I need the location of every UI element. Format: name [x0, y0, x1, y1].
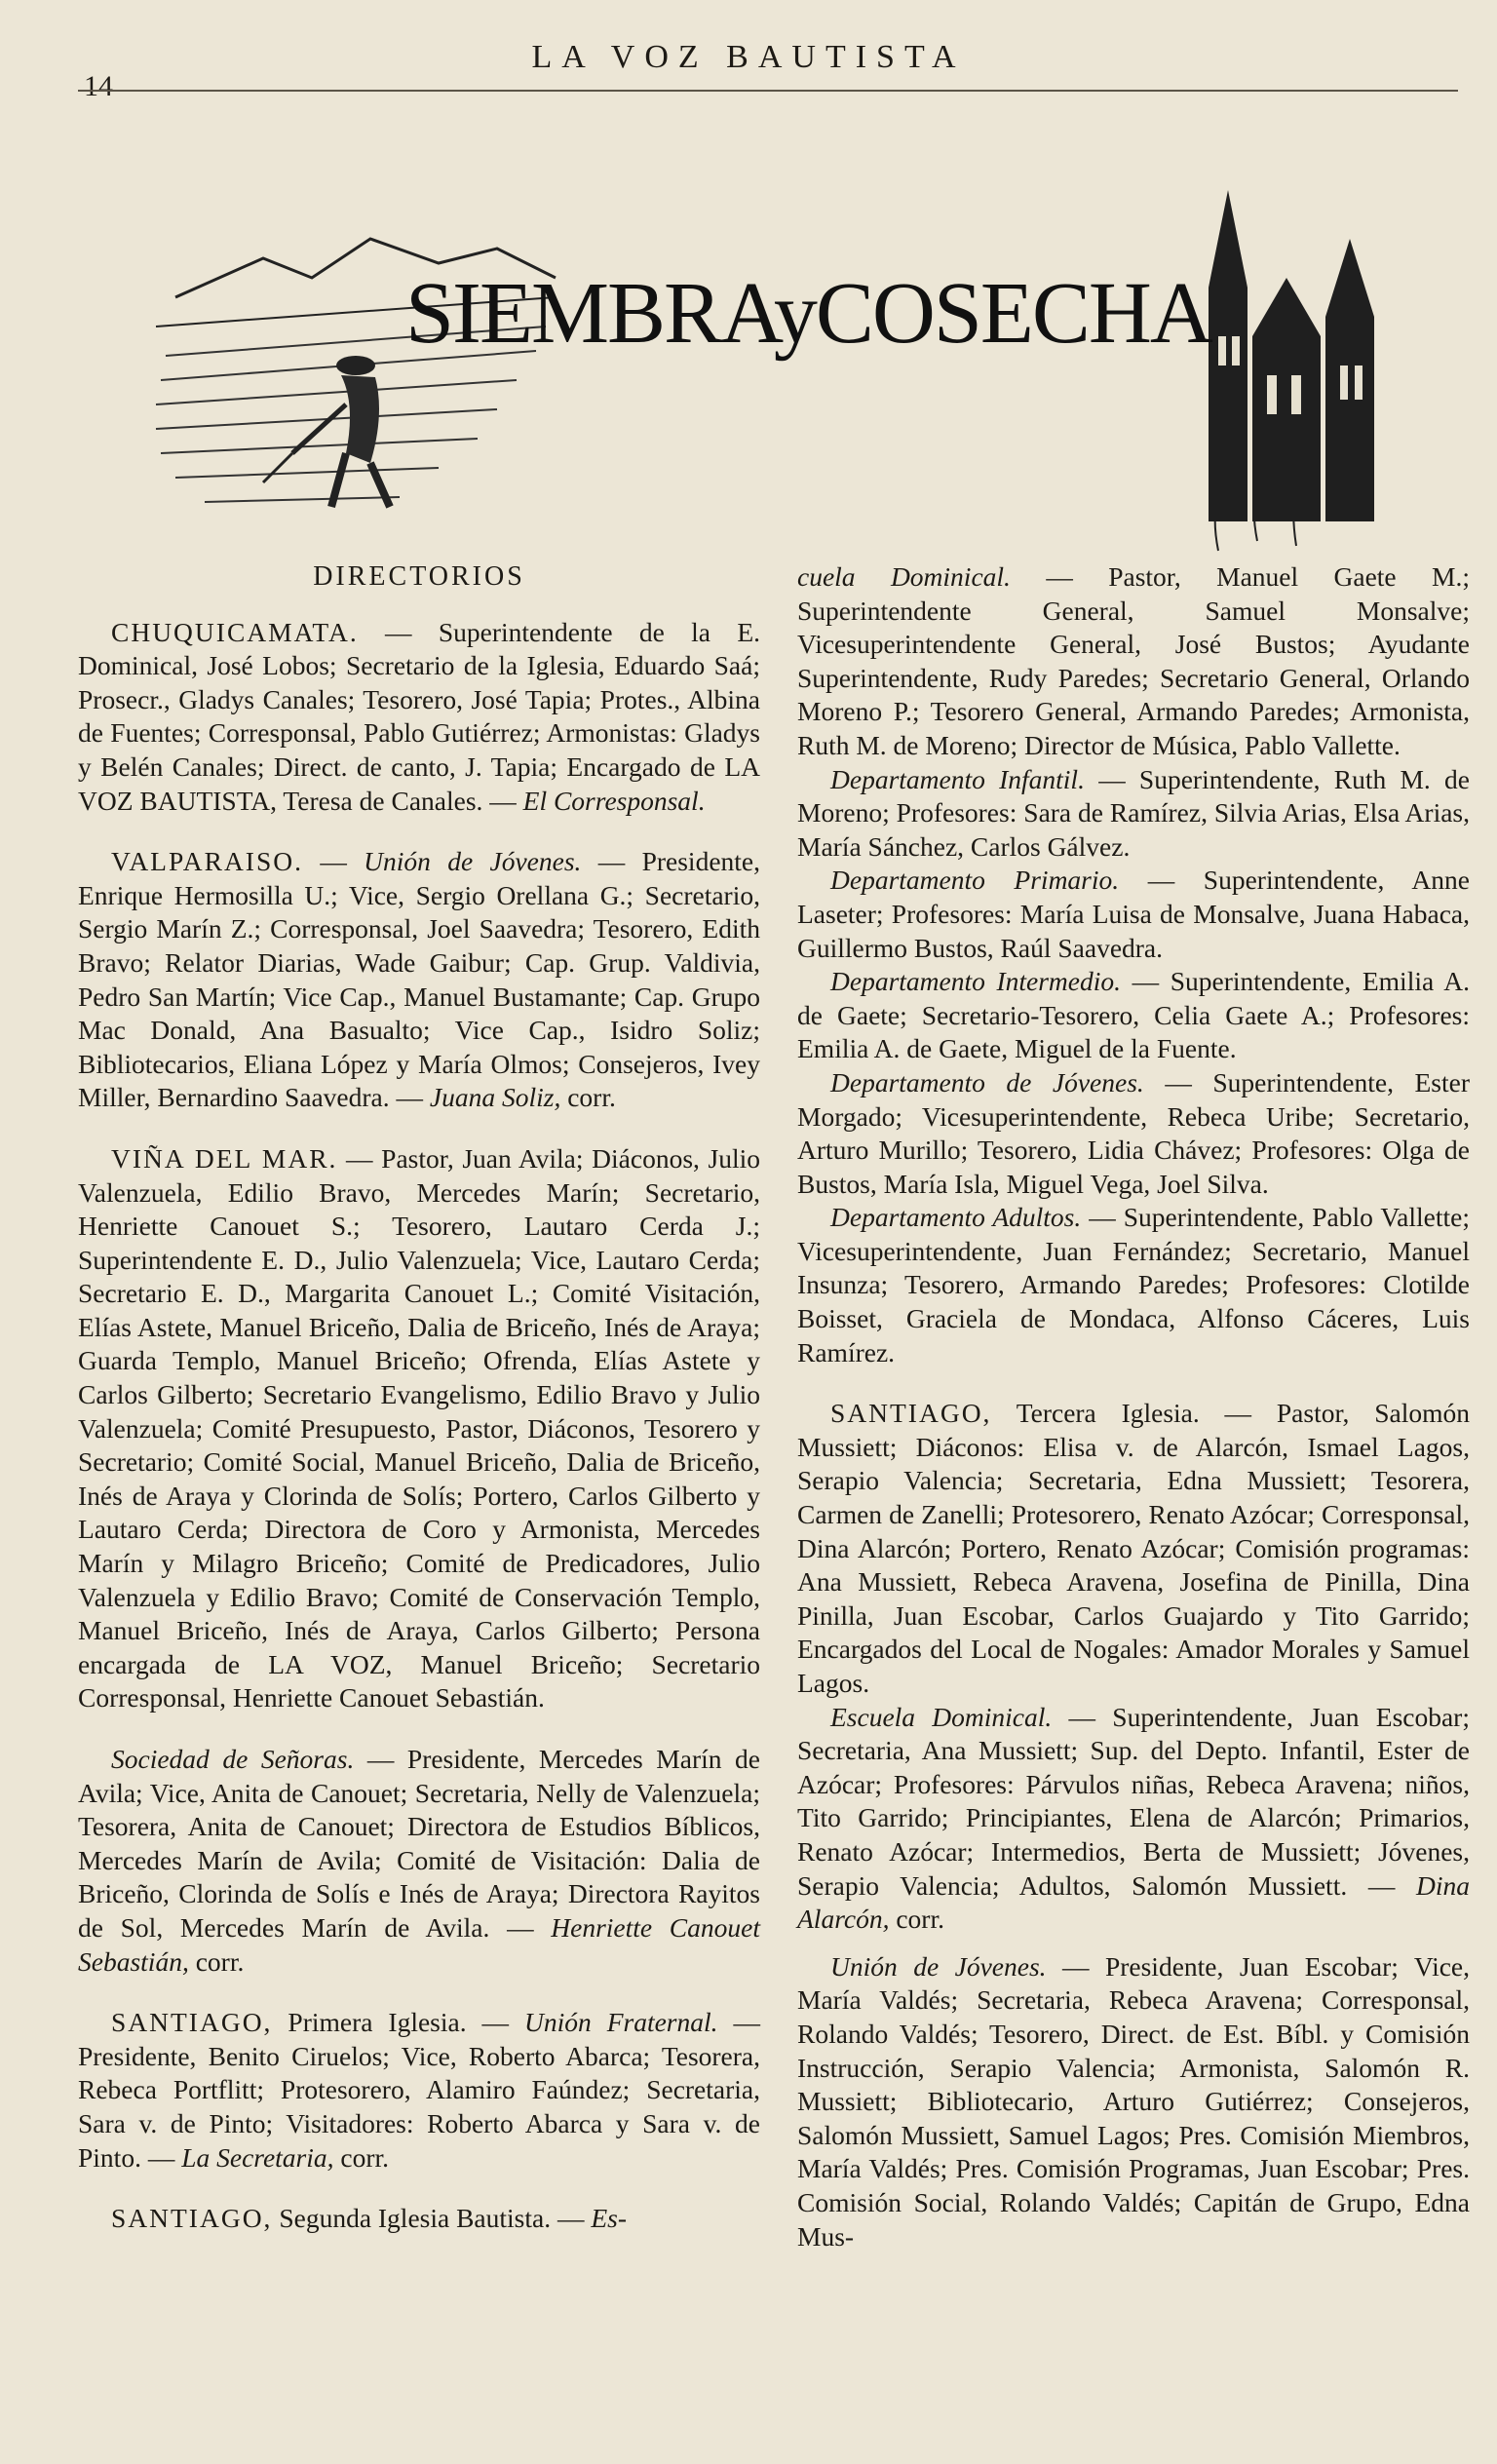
entry-text: — Presidente, Mercedes Marín de Avila; Vice, Anita de Canouet; Secretaria, Nelly de Valenzuela; Tesorera, Anita de Canouet; Directora de Estudios Bíblicos, Mercedes Marín de Avila; Comité de Visitación: Dalia de Briceño, Clorinda de Solís e Inés de Araya; Directora Rayitos de Sol, Mercedes Marín de Avila. — — [78, 1744, 760, 1943]
group-name: Escuela Dominical. — [830, 1701, 1053, 1732]
place-name: SANTIAGO, — [111, 2007, 273, 2038]
entry-text: — Pastor, Manuel Gaete M.; Superintendente General, Samuel Monsalve; Vicesuperintendente General, José Bustos; Ayudante Superintendente, Rudy Paredes; Secretario General, Orlando Moreno P.; Tesorero General, Armando Paredes; Armonista, Ruth M. de Moreno; Director de Música, Pablo Vallette. — [797, 561, 1470, 760]
group-name: Unión de Jóvenes. — [830, 1950, 1047, 1982]
entry-text: Tercera Iglesia. — Pastor, Salomón Mussiett; Diáconos: Elisa v. de Alarcón, Ismael Lagos, Serapio Valencia; Secretaria, Edna Mussiett; Tesorera, Carmen de Zanelli; Protesorero, Renato Azócar; Corresponsal, Dina Alarcón; Portero, Renato Azócar; Comisión programas: Ana Mussiett, Rebeca Aravena, Josefina de Pinilla, Dina Pinilla, Juan Escobar, Carlos Guajardo y Tito Garrido; Encargados del Local de Nogales: Amador Morales y Samuel Lagos. — [797, 1398, 1470, 1698]
corr-label: corr. — [188, 1945, 245, 1977]
entry-union-jovenes-tercera — [797, 1950, 1470, 2253]
farmer-illustration — [146, 171, 1403, 570]
signature: El Corresponsal. — [516, 785, 706, 816]
corr-label: corr. — [560, 1082, 616, 1113]
entry-sociedad-senoras — [78, 1743, 760, 1979]
group-name: Departamento Infantil. — [830, 763, 1085, 794]
entry-text: — Presidente, Enrique Hermosilla U.; Vice, Sergio Orellana G.; Secretario, Sergio Marín Z.; Corresponsal, Joel Saavedra; Tesorero, Edith Bravo; Relator Diarias, Wade Gaibur; Cap. Grup. Valdivia, Pedro San Martín; Vice Cap., Manuel Bustamante; Cap. Grupo Mac Donald, Ana Basualto; Vice Cap., Isidro Soliz; Bibliotecarios, Eliana López y María Olmos; Consejeros, Ivey Miller, Bernardino Saavedra. — — [78, 846, 760, 1113]
page-number: 14 — [84, 70, 113, 102]
entry-text: — Presidente, Juan Escobar; Vice, María Valdés; Secretaria, Rebeca Aravena; Corresponsal, Rolando Valdés; Tesorero, Direct. de Est. Bíbl. y Comisión Instrucción, Serapio Valencia; Armonista, Salomón R. Mussiett; Bibliotecario, Arturo Gutiérrez; Consejeros, Salomón Mussiett, Samuel Lagos; Pres. Comisión Miembros, María Valdés; Pres. Comisión Programas, Juan Escobar; Pres. Comisión Social, Rolando Valdés; Capitán de Grupo, Edna Mus- — [797, 1950, 1471, 2252]
entry-escuela-dominical-cont — [797, 560, 1470, 763]
right-column — [797, 560, 1470, 2253]
group-name: Sociedad de Señoras. — [111, 1744, 355, 1774]
signature: Dina Alarcón, — [797, 1869, 1470, 1935]
entry-vina-del-mar — [78, 1142, 760, 1715]
entry-chuquicamata — [78, 616, 760, 819]
entry-text: — Superintendente, Emilia A. de Gaete; Secretario-Tesorero, Celia Gaete A.; Profesores: Emilia A. de Gaete, Miguel de la Fuente. — [797, 966, 1470, 1064]
entry-valparaiso — [78, 845, 760, 1115]
entry-text: — Pastor, Juan Avila; Diáconos, Julio Valenzuela, Edilio Bravo, Mercedes Marín; Secretario, Henriette Canouet S.; Tesorero, Lautaro Cerda J.; Superintendente E. D., Julio Valenzuela; Vice, Lautaro Cerda; Secretario E. D., Margarita Canouet L.; Comité Visitación, Elías Astete, Manuel Briceño, Dalia de Briceño, Inés de Araya; Guarda Templo, Manuel Briceño; Ofrenda, Elías Astete y Carlos Gilberto; Secretario Evangelismo, Edilio Bravo y Julio Valenzuela; Comité Presupuesto, Pastor, Diáconos, Tesorero y Secretario; Comité Social, Manuel Briceño, Dalia de Briceño, Inés de Araya y Clorinda de Solís; Portero, Carlos Gilberto y Lautaro Cerda; Directora de Coro y Armonista, Mercedes Marín y Milagro Briceño; Comité de Predicadores, Julio Valenzuela y Edilio Bravo; Comité de Conservación Templo, Manuel Briceño, Inés de Araya, Carlos Gilberto; Persona encargada de LA VOZ, Manuel Briceño; Secretario Corresponsal, Henriette Canouet Sebastián. — [78, 1142, 760, 1713]
entry-santiago-segunda — [78, 2202, 760, 2236]
entry-text: Segunda Iglesia Bautista. — — [272, 2203, 592, 2234]
left-column — [78, 560, 760, 2236]
section-title: DIRECTORIOS — [313, 561, 525, 592]
place-name: SANTIAGO, — [830, 1398, 992, 1429]
entry-depto-intermedio — [797, 965, 1470, 1066]
place-name: CHUQUICAMATA. — [111, 616, 359, 647]
entry-text: — Superintendente, Ester Morgado; Vicesuperintendente, Rebeca Uribe; Secretario, Arturo Murillo; Tesorero, Lidia Chávez; Profesores: Olga de Bustos, María Isla, Miguel Vega, Joel Silva. — [797, 1066, 1470, 1199]
signature: Henriette Canouet Sebastián, — [78, 1911, 760, 1977]
place-name: SANTIAGO, — [111, 2203, 273, 2234]
place-name: VIÑA DEL MAR. — [111, 1142, 338, 1174]
entry-text: — Superintendente, Pablo Vallette; Vicesuperintendente, Juan Fernández; Secretario, Manuel Insunza; Tesorero, Armando Paredes; Profesores: Clotilde Boisset, Graciela de Mondaca, Alfonso Cáceres, Luis Ramírez. — [797, 1202, 1470, 1367]
entry-santiago-primera — [78, 2006, 760, 2175]
running-title: LA VOZ BAUTISTA — [531, 39, 966, 75]
group-name: Departamento de Jóvenes. — [830, 1066, 1144, 1097]
entry-depto-infantil — [797, 763, 1470, 865]
entry-text: — Superintendente, Juan Escobar; Secretaria, Ana Mussiett; Sup. del Depto. Infantil, Ester de Azócar; Profesores: Párvulos niñas, Rebeca Aravena; niños, Tito Garrido; Principiantes, Elena de Alarcón; Primarios, Renato Azócar; Intermedios, Berta de Mussiett; Jóvenes, Serapio Valencia; Adultos, Salomón Mussiett. — — [797, 1701, 1470, 1901]
entry-depto-jovenes — [797, 1066, 1470, 1201]
banner-title: SIEMBRAyCOSECHA — [405, 265, 1211, 362]
group-name: Departamento Adultos. — [830, 1202, 1082, 1233]
place-name: VALPARAISO. — [111, 846, 303, 877]
entry-text: — Superintendente, Anne Laseter; Profesores: María Luisa de Monsalve, Juana Habaca, Guillermo Bustos, Raúl Saavedra. — [797, 865, 1470, 963]
entry-dash: — — [303, 846, 365, 877]
group-name: Unión Fraternal. — [524, 2007, 718, 2038]
entry-text: Primera Iglesia. — — [272, 2007, 524, 2038]
entry-santiago-tercera — [797, 1397, 1470, 1700]
group-name: Unión de Jóvenes. — [364, 846, 582, 877]
signature: La Secretaria, — [174, 2141, 334, 2173]
entry-text: — Presidente, Benito Ciruelos; Vice, Roberto Abarca; Tesorera, Rebeca Portflitt; Protesorero, Alamiro Faúndez; Secretaria, Sara v. de Pinto; Visitadores: Roberto Abarca y Sara v. de Pinto. — — [78, 2007, 760, 2173]
group-name: Departamento Intermedio. — [830, 966, 1121, 997]
corr-label: corr. — [333, 2141, 390, 2173]
group-name: cuela Dominical. — [797, 561, 1011, 592]
entry-depto-primario — [797, 864, 1470, 965]
section-banner — [146, 171, 1403, 570]
entry-escuela-dominical-tercera — [797, 1701, 1470, 1937]
entry-text: — Superintendente de la E. Dominical, José Lobos; Secretario de la Iglesia, Eduardo Saá; Prosecr., Gladys Canales; Tesorero, José Tapia; Protes., Albina de Fuentes; Corresponsal, Pablo Gutiérrez; Armonistas: Gladys y Belén Canales; Direct. de canto, J. Tapia; Encargado de LA VOZ BAUTISTA, Teresa de Canales. — — [78, 616, 760, 816]
entry-text: — Superintendente, Ruth M. de Moreno; Profesores: Sara de Ramírez, Silvia Arias, Elsa Arias, María Sánchez, Carlos Gálvez. — [797, 763, 1470, 862]
entry-depto-adultos — [797, 1201, 1470, 1369]
signature: Juana Soliz, — [423, 1082, 561, 1113]
group-name: Departamento Primario. — [830, 865, 1120, 896]
header-rule — [78, 90, 1458, 92]
group-name: Es- — [591, 2203, 627, 2234]
corr-label: corr. — [889, 1904, 944, 1935]
